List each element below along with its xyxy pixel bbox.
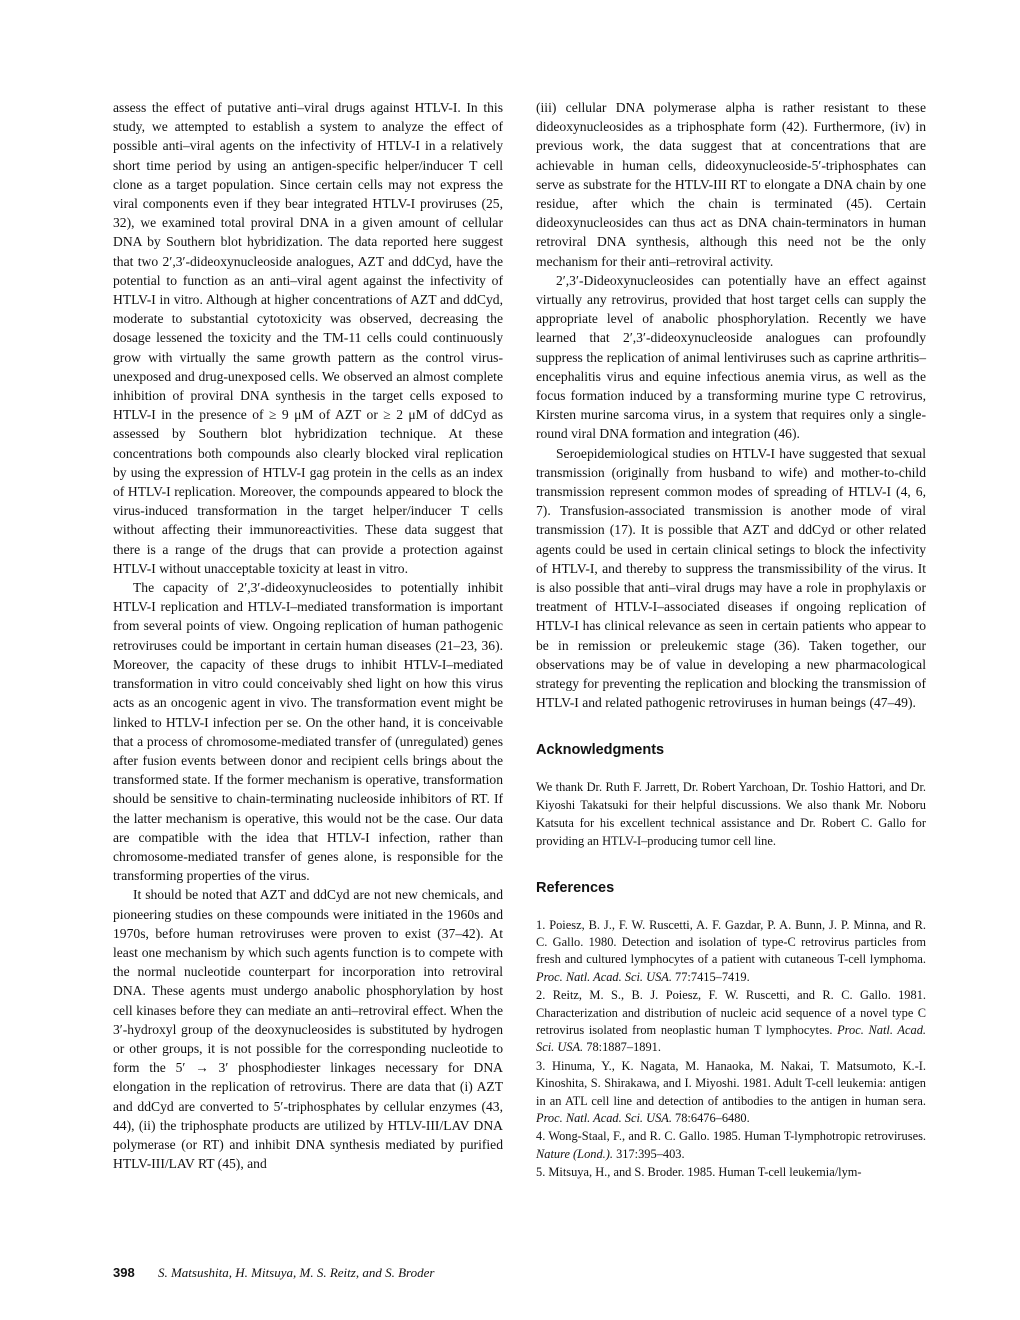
reference-item (536, 917, 926, 987)
reference-list (536, 917, 926, 1182)
reference-tail: 78:6476–6480. (671, 1110, 750, 1125)
reference-text: 1. Poiesz, B. J., F. W. Ruscetti, A. F. Gazdar, P. A. Bunn, J. P. Minna, and R. C. Gallo. 1980. Detection and isolation of type-C retrovirus particles from fresh and cultured lymphocytes of a patient with cutaneous T-cell lymphoma. (536, 917, 926, 967)
body-paragraph: It should be noted that AZT and ddCyd are not new chemicals, and pioneering studies on these compounds were initiated in the 1960s and 1970s, before human retroviruses were proven to exist (37–42). At least one mechanism by which such agents function is to compete with the normal nucleotide counterpart for incorporation into retroviral DNA. These agents must undergo anabolic phosphorylation by host cell kinases before they can mediate an anti–retroviral effect. When the 3′-hydroxyl group of the deoxynucleosides is substituted by hydrogen or other groups, it is not possible for the corresponding nucleotide to form the 5′ → 3′ phosphodiester linkages necessary for DNA elongation in the replication of retrovirus. There are data that (i) AZT and ddCyd are converted to 5′-triphosphates by cellular enzymes (43, 44), (ii) the triphosphate products are utilized by HTLV-III/LAV DNA polymerase (or RT) and inhibit DNA synthesis mediated by purified HTLV-III/LAV RT (45), and (113, 887, 503, 1172)
reference-item (536, 1164, 926, 1181)
reference-text: 4. Wong-Staal, F., and R. C. Gallo. 1985. Human T-lymphotropic retroviruses. (536, 1129, 926, 1144)
page-number: 398 (113, 1265, 135, 1280)
body-paragraph: assess the effect of putative anti–viral drugs against HTLV-I. In this study, we attempted to establish a system to analyze the effect of possible anti–viral agents on the infectivity of HTLV-I in a relatively short time period by using an antigen-specific helper/inducer T cell clone as a target population. Since certain cells may not express the viral components even if they bear integrated HTLV-I proviruses (25, 32), we examined total proviral DNA in a given amount of cellular DNA by Southern blot hybridization. The data reported here suggest that two 2′,3′-dideoxynucleoside analogues, AZT and ddCyd, have the potential to function as an anti–viral agent against the infectivity of HTLV-I in vitro. Although at higher concentrations of AZT and ddCyd, moderate to substantial cytotoxicity was observed, decreasing the dosage lessened the toxicity and the TM-11 cells could continuously grow with virtually the same growth pattern as the control virus-unexposed and drug-unexposed cells. We observed an almost complete inhibition of proviral DNA synthesis in the target cells exposed to HTLV-I in the presence of ≥ 9 μM of AZT or ≥ 2 μM of ddCyd as assessed by Southern blot hybridization technique. At these concentrations both compounds also clearly blocked viral replication by using the expression of HTLV-I gag protein in the cells as an index of HTLV-I replication. Moreover, the compounds appeared to block the virus-induced transformation in the target helper/inducer T cells without affecting their immunoreactivities. These data suggest that there is a range of the drugs that can provide a protection against HTLV-I without unacceptable toxicity at least in vitro. (113, 100, 503, 576)
left-column (113, 98, 503, 1173)
reference-text: 5. Mitsuya, H., and S. Broder. 1985. Human T-cell leukemia/lym- (536, 1165, 862, 1180)
reference-item (536, 1128, 926, 1163)
body-paragraph: 2′,3′-Dideoxynucleosides can potentially have an effect against virtually any retrovirus, provided that host target cells can supply the appropriate level of anabolic phosphorylation. Recently we have learned that 2′,3′-dideoxynucleoside analogues can profoundly suppress the replication of animal lentiviruses such as caprine arthritis–encephalitis virus and equine infectious anemia virus, as well as the focus formation induced by a transforming murine type C retrovirus, Kirsten murine sarcoma virus, in a system that requires only a single-round viral DNA formation and integration (46). (536, 272, 926, 442)
reference-item (536, 987, 926, 1057)
acknowledgments-text: We thank Dr. Ruth F. Jarrett, Dr. Robert Yarchoan, Dr. Toshio Hattori, and Dr. Kiyoshi Takatsuki for their helpful discussions. We also thank Mr. Noboru Katsuta for his excellent technical assistance and Dr. Robert C. Gallo for providing an HTLV-I–producing tumor cell line. (536, 779, 926, 848)
reference-journal: Proc. Natl. Acad. Sci. USA. (536, 1110, 672, 1125)
right-column (536, 98, 926, 1182)
acknowledgments-heading: Acknowledgments (536, 741, 665, 758)
reference-text: 2. Reitz, M. S., B. J. Poiesz, F. W. Ruscetti, and R. C. Gallo. 1981. Characterization and distribution of nucleic acid sequence of a novel type C retrovirus isolated from neoplastic human T lymphocytes. (536, 988, 926, 1037)
body-paragraph: The capacity of 2′,3′-dideoxynucleosides to potentially inhibit HTLV-I replication and HTLV-I–mediated transformation is important from several points of view. Ongoing replication of human pathogenic retroviruses could be important in certain human diseases (21–23, 36). Moreover, the capacity of these drugs to inhibit HTLV-I–mediated transformation in vitro could conceivably shed light on how this virus acts as an oncogenic agent in vivo. The transformation event might be linked to HTLV-I infection per se. On the other hand, it is conceivable that a process of chromosome-mediated transfer of (unregulated) genes after fusion events between donor and recipient cells brings about the transformed state. If the former mechanism is operative, transformation should be sensitive to chain-terminating nucleoside inhibitors of RT. If the latter mechanism is operative, this would not be the case. Our data are compatible with the idea that HTLV-I infection, rather than chromosome-mediated transfer of genes alone, is responsible for the transforming properties of the virus. (113, 580, 503, 884)
reference-tail: 317:395–403. (612, 1146, 685, 1161)
page-footer (113, 1265, 434, 1281)
running-authors: S. Matsushita, H. Mitsuya, M. S. Reitz, and S. Broder (157, 1265, 435, 1280)
reference-text: 3. Hinuma, Y., K. Nagata, M. Hanaoka, M. Nakai, T. Matsumoto, K.-I. Kinoshita, S. Shirakawa, and I. Miyoshi. 1981. Adult T-cell leukemia: antigen in an ATL cell line and detection of antibodies to the antigen in human sera. (536, 1058, 926, 1108)
body-paragraph: Seroepidemiological studies on HTLV-I have suggested that sexual transmission (originally from husband to wife) and mother-to-child transmission represent common modes of spreading of HTLV-I (4, 6, 7). Transfusion-associated transmission is another mode of viral transmission (17). It is possible that AZT and ddCyd or other related agents could be used in certain clinical setings to block the infectivity of HTLV-I, and thereby to suppress the transmissibility of the virus. It is also possible that anti–viral drugs may have a role in prophylaxis or treatment of HTLV-I–associated diseases if ongoing replication of HTLV-I has clinical relevance as seen in certain patients who appear to be in remission or preleukemic stage (36). Taken together, our observations may be of value in developing a new pharmacological strategy for preventing the replication and blocking the transmission of HTLV-I and related pathogenic retroviruses in human beings (47–49). (536, 445, 926, 711)
reference-tail: 77:7415–7419. (671, 969, 750, 984)
body-paragraph: (iii) cellular DNA polymerase alpha is rather resistant to these dideoxynucleosides as a triphosphate form (42). Furthermore, (iv) in previous work, the data suggest that at concentrations that are achievable in human cells, dideoxynucleoside-5′-triphosphates can serve as substrate for the HTLV-III RT to elongate a DNA chain by one residue, after which the chain is terminated (45). Certain dideoxynucleosides can thus act as DNA chain-terminators in human retroviral DNA synthesis, although this need not be the only mechanism for their anti–retroviral activity. (536, 100, 926, 269)
references-heading: References (536, 879, 615, 896)
reference-item (536, 1058, 926, 1128)
reference-journal: Nature (Lond.). (536, 1146, 613, 1161)
reference-journal: Proc. Natl. Acad. Sci. USA. (536, 1022, 926, 1055)
reference-journal: Proc. Natl. Acad. Sci. USA. (536, 969, 672, 984)
reference-tail: 78:1887–1891. (583, 1040, 661, 1055)
